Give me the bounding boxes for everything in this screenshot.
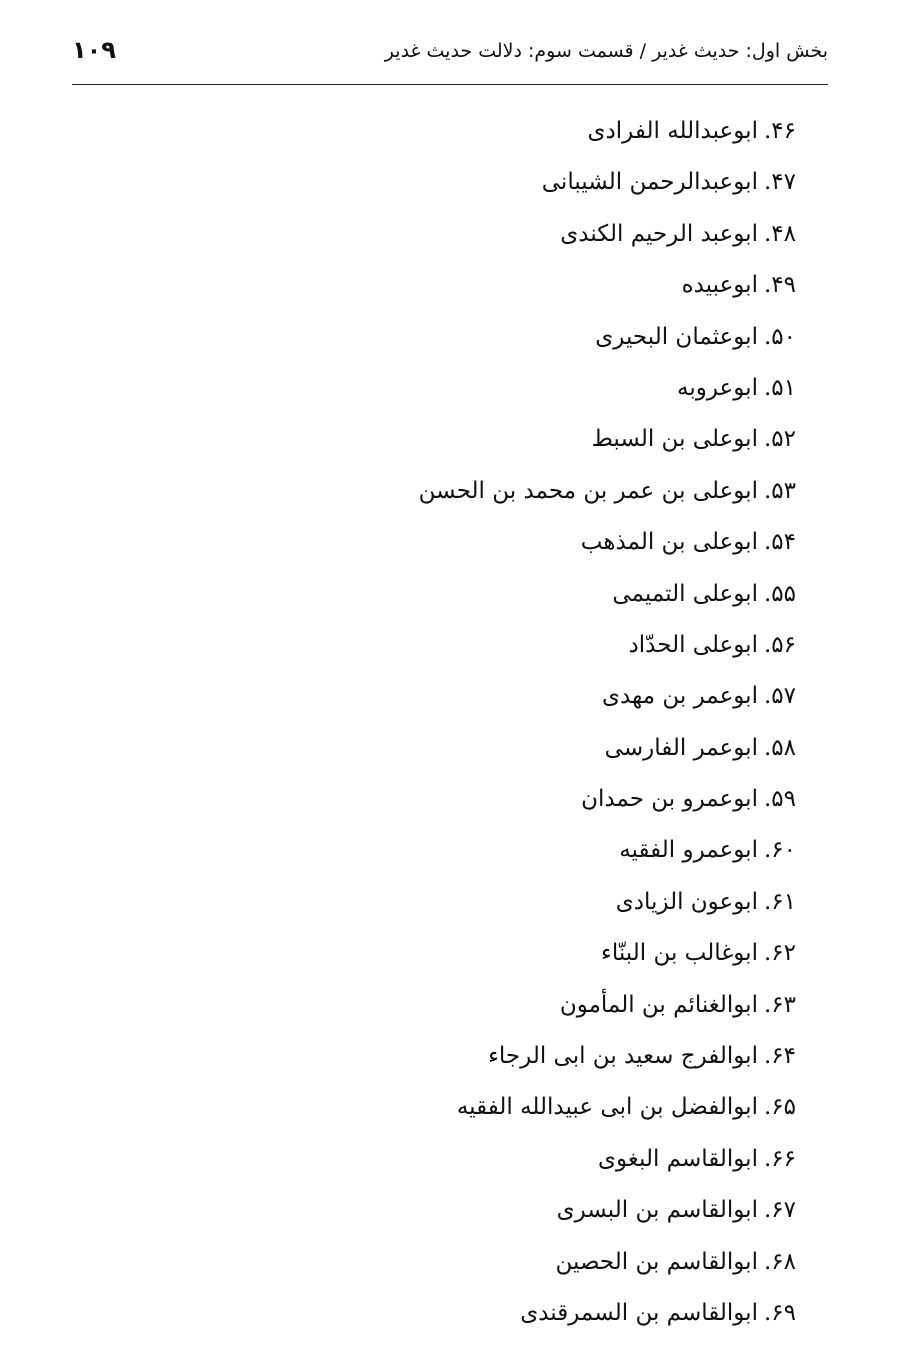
list-item: [96, 827, 796, 878]
entry-number: ۵۴.: [763, 529, 796, 556]
list-item: [96, 571, 796, 622]
entry-number: ۵۳.: [763, 477, 796, 504]
entry-number: ۶۷.: [763, 1197, 796, 1224]
entry-name: ابوعمرو بن حمدان: [581, 786, 758, 813]
entry-name: ابوعثمان البحیری: [595, 323, 758, 350]
entry-number: ۵۶.: [763, 631, 796, 658]
entry-number: ۴۶.: [763, 118, 796, 144]
entry-name: ابوعلی بن عمر بن محمد بن الحسن: [418, 477, 758, 504]
entry-name: ابوعبدالله الفرادی: [587, 118, 758, 144]
entry-name: ابوعون الزیادی: [615, 888, 758, 915]
entry-name: ابوالقاسم بن الحصین: [555, 1248, 758, 1275]
entry-name: ابوعمر الفارسی: [604, 734, 758, 761]
entry-number: ۵۱.: [763, 374, 796, 401]
list-item: [96, 262, 796, 313]
entry-number: ۶۹.: [763, 1299, 796, 1326]
list-item: [96, 1084, 796, 1135]
list-item: [96, 1136, 796, 1187]
entry-number: ۶۰.: [763, 837, 796, 864]
list-item: [96, 930, 796, 981]
entry-name: ابوعمر بن مهدی: [602, 683, 758, 710]
page-header: [72, 34, 828, 85]
entry-name: ابوعروبه: [677, 374, 758, 401]
entry-number: ۴۹.: [763, 272, 796, 299]
entry-number: ۵۹.: [763, 786, 796, 813]
list-item: [96, 725, 796, 776]
entry-name: ابوعلی التمیمی: [612, 580, 758, 607]
entry-name: ابوعبدالرحمن الشیبانی: [541, 169, 758, 196]
list-item: [96, 108, 796, 159]
entry-name: ابوالفضل بن ابی عبیدالله الفقیه: [456, 1094, 758, 1121]
list-item: [96, 365, 796, 416]
list-item: [96, 314, 796, 365]
entry-name: ابوعبیده: [681, 272, 758, 299]
entry-number: ۵۵.: [763, 580, 796, 607]
list-item: [96, 159, 796, 210]
list-item: [96, 982, 796, 1033]
entry-name: ابوالقاسم بن السمرقندی: [520, 1299, 758, 1326]
list-item: [96, 673, 796, 724]
list-item: [96, 211, 796, 262]
running-title: بخش اول: حدیث غدیر / قسمت سوم: دلالت حدیث غدیر: [384, 40, 828, 62]
list-item: [96, 468, 796, 519]
entry-name: ابوعلی بن المذهب: [580, 529, 758, 556]
entry-number: ۶۴.: [763, 1043, 796, 1070]
list-item: [96, 1033, 796, 1084]
narrator-list: [96, 108, 796, 1341]
entry-name: ابوالفرج سعید بن ابی الرجاء: [488, 1043, 758, 1070]
entry-number: ۴۷.: [763, 169, 796, 196]
entry-name: ابوغالب بن البنّاء: [601, 940, 758, 967]
entry-name: ابوعمرو الفقیه: [619, 837, 758, 864]
list-item: [96, 1187, 796, 1238]
entry-name: ابوالقاسم البغوی: [598, 1145, 758, 1172]
entry-name: ابوالقاسم بن البسری: [556, 1197, 758, 1224]
entry-number: ۶۶.: [763, 1145, 796, 1172]
list-item: [96, 776, 796, 827]
entry-number: ۴۸.: [763, 220, 796, 247]
entry-name: ابوعلی الحدّاد: [628, 631, 758, 658]
entry-name: ابوعلی بن السبط: [591, 426, 758, 453]
list-item: [96, 1290, 796, 1341]
list-item: [96, 879, 796, 930]
entry-number: ۵۸.: [763, 734, 796, 761]
entry-number: ۶۱.: [763, 888, 796, 915]
entry-name: ابوالغنائم بن المأمون: [559, 991, 758, 1018]
entry-number: ۶۵.: [763, 1094, 796, 1121]
entry-name: ابوعبد الرحیم الکندی: [560, 220, 758, 247]
list-item: [96, 622, 796, 673]
list-item: [96, 519, 796, 570]
entry-number: ۶۸.: [763, 1248, 796, 1275]
entry-number: ۵۷.: [763, 683, 796, 710]
entry-number: ۶۲.: [763, 940, 796, 967]
entry-number: ۵۰.: [763, 323, 796, 350]
entry-number: ۵۲.: [763, 426, 796, 453]
page-number: ۱۰۹: [72, 36, 116, 64]
list-item: [96, 1239, 796, 1290]
entry-number: ۶۳.: [763, 991, 796, 1018]
list-item: [96, 416, 796, 467]
